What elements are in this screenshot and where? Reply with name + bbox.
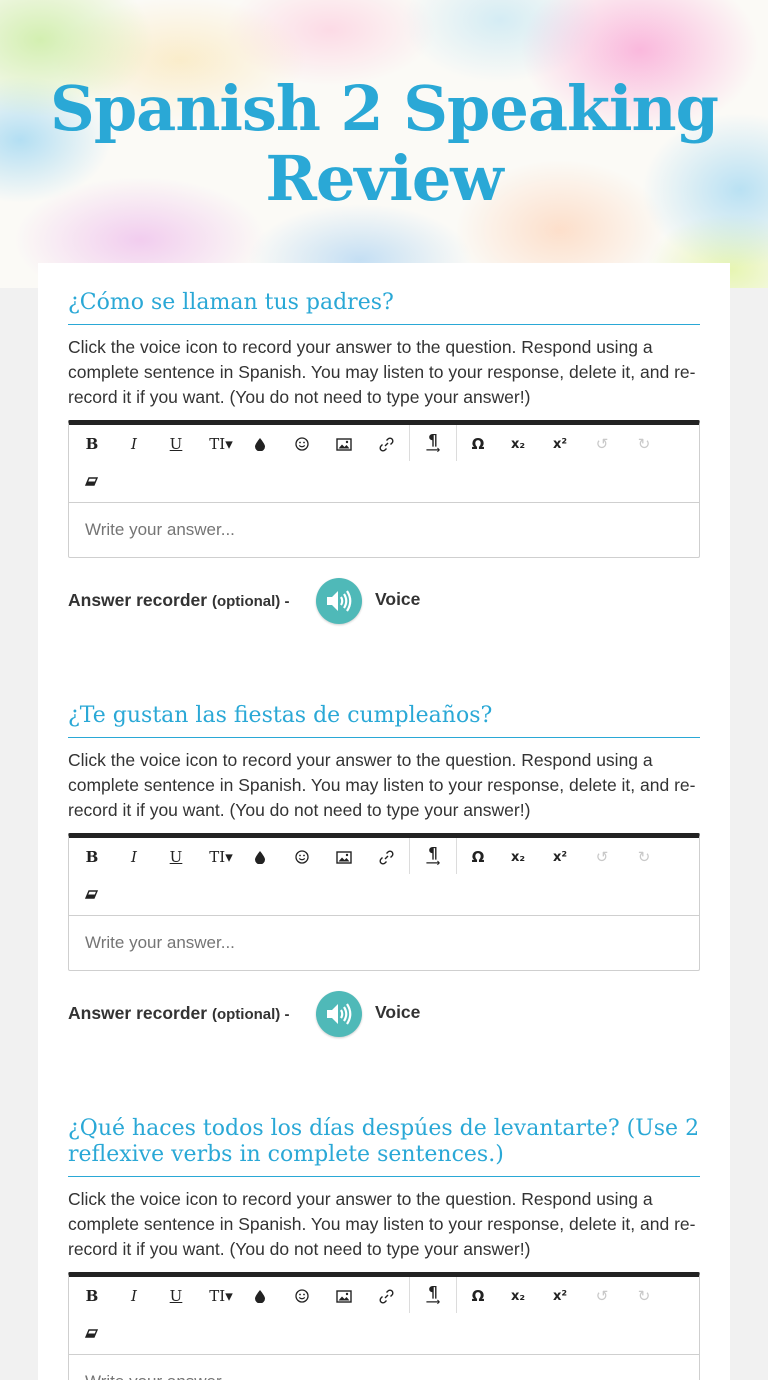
text-color-button[interactable] (243, 428, 277, 460)
superscript-button[interactable]: x² (552, 436, 568, 452)
page-title: Spanish 2 Speaking Review (50, 72, 718, 215)
voice-label: Voice (375, 589, 421, 609)
answer-editor (68, 833, 700, 971)
speaker-icon (325, 1001, 353, 1027)
eraser-icon (84, 476, 100, 488)
italic-button[interactable]: I (131, 848, 137, 866)
clear-format-button[interactable] (75, 1318, 109, 1350)
text-color-button[interactable] (243, 841, 277, 873)
answer-input[interactable] (69, 503, 699, 557)
underline-button[interactable]: U (169, 1287, 183, 1305)
italic-button[interactable]: I (131, 1287, 137, 1305)
answer-input[interactable] (69, 1355, 699, 1380)
bold-button[interactable]: B (85, 435, 99, 453)
text-size-dropdown[interactable]: TI▾ (209, 848, 233, 866)
paragraph-icon: ¶ (428, 431, 438, 449)
toolbar-divider (409, 1277, 410, 1313)
special-character-button[interactable]: Ω (471, 1287, 485, 1305)
ink-drop-icon (254, 437, 266, 451)
editor-toolbar (69, 1277, 699, 1355)
insert-link-button[interactable] (369, 841, 403, 873)
link-icon (379, 437, 394, 452)
speaker-icon (325, 588, 353, 614)
recorder-label: Answer recorder (optional) - (68, 590, 290, 610)
insert-image-button[interactable] (327, 1280, 361, 1312)
answer-editor (68, 420, 700, 558)
question-heading: ¿Cómo se llaman tus padres? (68, 290, 700, 325)
toolbar-divider (456, 838, 457, 874)
insert-image-button[interactable] (327, 428, 361, 460)
eraser-icon (84, 889, 100, 901)
clear-format-button[interactable] (75, 879, 109, 911)
ink-drop-icon (254, 1289, 266, 1303)
bold-button[interactable]: B (85, 1287, 99, 1305)
question-instructions: Click the voice icon to record your answer to the question. Respond using a complete sentence in Spanish. You may listen to your response, delete it, and re-record it if you want. (You do not need to type your answer!) (68, 750, 696, 820)
image-icon (336, 851, 352, 864)
voice-record-button[interactable] (316, 578, 362, 624)
insert-link-button[interactable] (369, 428, 403, 460)
question-heading: ¿Qué haces todos los días despúes de levantarte? (Use 2 reflexive verbs in complete sentences.) (68, 1116, 700, 1177)
subscript-button[interactable]: x₂ (510, 849, 526, 865)
redo-button[interactable]: ↻ (637, 435, 651, 453)
question-2 (68, 703, 700, 1037)
text-color-button[interactable] (243, 1280, 277, 1312)
undo-button[interactable]: ↺ (595, 848, 609, 866)
superscript-button[interactable]: x² (552, 849, 568, 865)
paragraph-button[interactable] (416, 428, 450, 460)
paragraph-icon: ¶ (428, 1283, 438, 1301)
insert-link-button[interactable] (369, 1280, 403, 1312)
underline-button[interactable]: U (169, 435, 183, 453)
text-size-dropdown[interactable]: TI▾ (209, 1287, 233, 1305)
subscript-button[interactable]: x₂ (510, 1288, 526, 1304)
undo-button[interactable]: ↺ (595, 1287, 609, 1305)
smiley-icon (295, 437, 309, 451)
image-icon (336, 438, 352, 451)
recorder-label: Answer recorder (optional) - (68, 1003, 290, 1023)
question-instructions: Click the voice icon to record your answer to the question. Respond using a complete sentence in Spanish. You may listen to your response, delete it, and re-record it if you want. (You do not need to type your answer!) (68, 1189, 696, 1259)
answer-recorder (68, 991, 700, 1037)
special-character-button[interactable]: Ω (471, 435, 485, 453)
question-3 (68, 1116, 700, 1380)
voice-record-button[interactable] (316, 991, 362, 1037)
header-banner (0, 0, 768, 288)
emoji-button[interactable] (285, 841, 319, 873)
toolbar-divider (456, 1277, 457, 1313)
arrow-right-icon: ⟶ (425, 1297, 441, 1308)
paragraph-button[interactable] (416, 841, 450, 873)
ink-drop-icon (254, 850, 266, 864)
redo-button[interactable]: ↻ (637, 848, 651, 866)
text-size-dropdown[interactable]: TI▾ (209, 435, 233, 453)
toolbar-divider (409, 425, 410, 461)
link-icon (379, 850, 394, 865)
paragraph-icon: ¶ (428, 844, 438, 862)
smiley-icon (295, 850, 309, 864)
answer-editor (68, 1272, 700, 1380)
italic-button[interactable]: I (131, 435, 137, 453)
undo-button[interactable]: ↺ (595, 435, 609, 453)
question-instructions: Click the voice icon to record your answer to the question. Respond using a complete sentence in Spanish. You may listen to your response, delete it, and re-record it if you want. (You do not need to type your answer!) (68, 337, 696, 407)
toolbar-divider (456, 425, 457, 461)
smiley-icon (295, 1289, 309, 1303)
redo-button[interactable]: ↻ (637, 1287, 651, 1305)
toolbar-divider (409, 838, 410, 874)
eraser-icon (84, 1328, 100, 1340)
arrow-right-icon: ⟶ (425, 858, 441, 869)
arrow-right-icon: ⟶ (425, 445, 441, 456)
special-character-button[interactable]: Ω (471, 848, 485, 866)
answer-recorder (68, 578, 700, 624)
insert-image-button[interactable] (327, 841, 361, 873)
subscript-button[interactable]: x₂ (510, 436, 526, 452)
clear-format-button[interactable] (75, 466, 109, 498)
voice-label: Voice (375, 1002, 421, 1022)
editor-toolbar (69, 425, 699, 503)
underline-button[interactable]: U (169, 848, 183, 866)
bold-button[interactable]: B (85, 848, 99, 866)
editor-toolbar (69, 838, 699, 916)
link-icon (379, 1289, 394, 1304)
emoji-button[interactable] (285, 428, 319, 460)
answer-input[interactable] (69, 916, 699, 970)
image-icon (336, 1290, 352, 1303)
emoji-button[interactable] (285, 1280, 319, 1312)
question-1 (68, 290, 700, 624)
question-heading: ¿Te gustan las fiestas de cumpleaños? (68, 703, 700, 738)
paragraph-button[interactable] (416, 1280, 450, 1312)
superscript-button[interactable]: x² (552, 1288, 568, 1304)
